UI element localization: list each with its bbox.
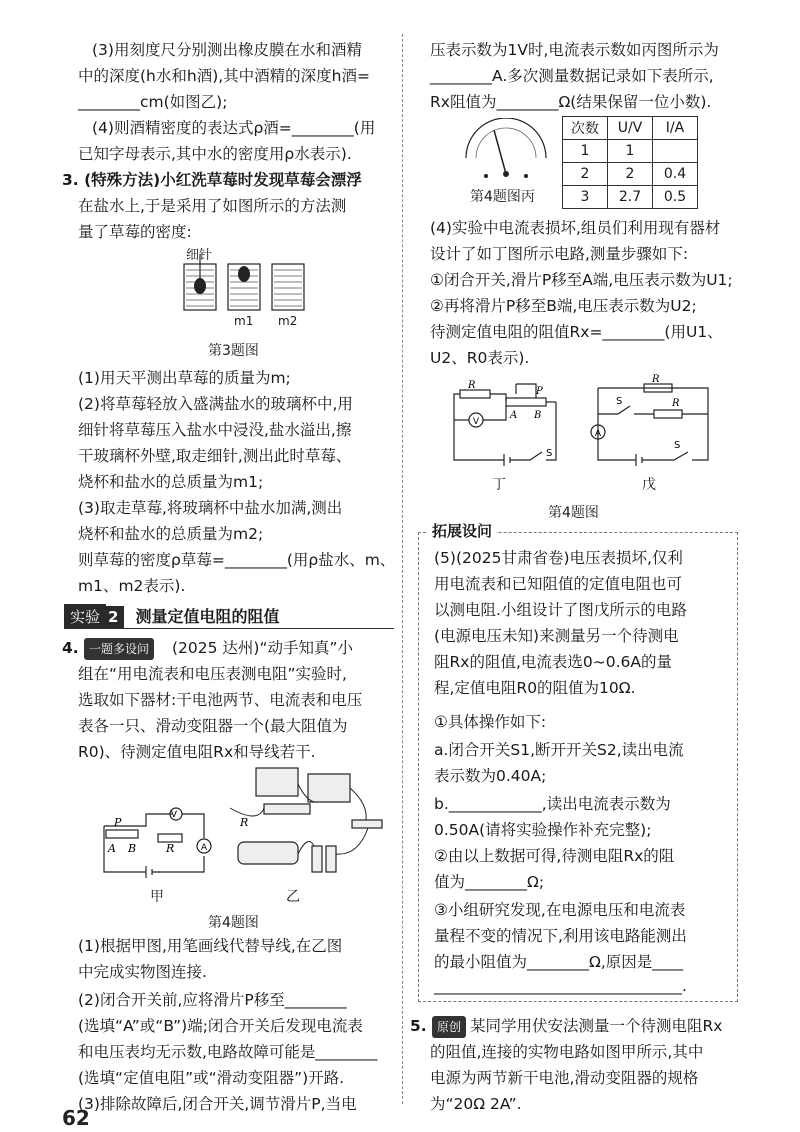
experiment-title: 测量定值电阻的阻值 bbox=[135, 607, 280, 626]
text-line: ________A.多次测量数据记录如下表所示, bbox=[430, 67, 714, 85]
svg-text:V: V bbox=[170, 810, 178, 820]
table-row: 3 2.7 0.5 bbox=[563, 186, 698, 209]
text-line: (选填“定值电阻”或“滑动变阻器”)开路. bbox=[78, 1069, 345, 1087]
table-header: I/A bbox=[653, 117, 698, 140]
text-line: 电源为两节新干电池,滑动变阻器的规格 bbox=[430, 1069, 699, 1087]
question-4-badge: 一题多设问 bbox=[84, 638, 154, 660]
text-line: 设计了如丁图所示电路,测量步骤如下: bbox=[430, 245, 689, 263]
experiment-number: 2 bbox=[106, 606, 124, 628]
text-line: (3)取走草莓,将玻璃杯中盐水加满,测出 bbox=[78, 499, 343, 517]
text-line: 在盐水上,于是采用了如图所示的方法测 bbox=[78, 197, 347, 215]
text-line: 量程不变的情况下,利用该电路能测出 bbox=[434, 927, 687, 945]
m1-label: m1 bbox=[234, 314, 254, 328]
table-row: 1 1 bbox=[563, 140, 698, 163]
svg-text:B: B bbox=[534, 410, 542, 421]
svg-text:V: V bbox=[472, 417, 480, 427]
text-line: 烧杯和盐水的总质量为m1; bbox=[78, 473, 264, 491]
text-line: 量了草莓的密度: bbox=[78, 223, 192, 241]
question-4-number: 4. bbox=[62, 639, 79, 657]
text-line: 0.50A(请将实验操作补充完整); bbox=[434, 821, 652, 839]
text-line: ①闭合开关,滑片P移至A端,电压表示数为U1; bbox=[430, 271, 733, 289]
text-line: ②再将滑片P移至B端,电压表示数为U2; bbox=[430, 297, 697, 315]
text-line: b.____________,读出电流表示数为 bbox=[434, 795, 671, 813]
text-line: 干玻璃杯外壁,取走细针,测出此时草莓、 bbox=[78, 447, 352, 465]
text-line: 某同学用伏安法测量一个待测电阻Rx bbox=[470, 1017, 723, 1035]
svg-text:A: A bbox=[200, 843, 208, 853]
svg-text:R: R bbox=[468, 380, 476, 391]
text-line: (3)排除故障后,闭合开关,调节滑片P,当电 bbox=[78, 1095, 357, 1113]
experiment-header bbox=[64, 604, 394, 628]
text-line: 的最小阻值为________Ω,原因是____ bbox=[434, 953, 684, 971]
svg-text:A: A bbox=[510, 410, 518, 421]
text-line: (选填“A”或“B”)端;闭合开关后发现电流表 bbox=[78, 1017, 363, 1035]
figure-4-caption: 第4题图 bbox=[208, 915, 259, 931]
question-3-stem: 3. (特殊方法)小红洗草莓时发现草莓会漂浮 bbox=[62, 171, 362, 189]
data-table bbox=[562, 116, 698, 209]
text-line: ③小组研究发现,在电源电压和电流表 bbox=[434, 901, 686, 919]
svg-text:A: A bbox=[594, 429, 602, 439]
text-line: U2、R0表示). bbox=[430, 349, 530, 367]
text-line: 则草莓的密度ρ草莓=________(用ρ盐水、m、 bbox=[78, 551, 396, 569]
text-line: (5)(2025甘肃省卷)电压表损坏,仅利 bbox=[434, 549, 683, 567]
svg-text:P: P bbox=[536, 386, 543, 397]
text-line: (2)将草莓轻放入盛满盐水的玻璃杯中,用 bbox=[78, 395, 353, 413]
text-line: 值为________Ω; bbox=[434, 873, 545, 891]
extension-title: 拓展设问 bbox=[428, 520, 496, 541]
figure-4b-caption: 第4题图 bbox=[548, 505, 599, 521]
figure-4-circuit-jia bbox=[96, 806, 216, 882]
text-line: 选取如下器材:干电池两节、电流表和电压 bbox=[78, 691, 363, 709]
svg-text:B: B bbox=[128, 842, 137, 855]
column-divider bbox=[402, 34, 403, 1104]
text-line: 细针将草莓压入盐水中浸没,盐水溢出,擦 bbox=[78, 421, 352, 439]
page-number: 62 bbox=[62, 1106, 90, 1130]
text-line: 中的深度(h水和h酒),其中酒精的深度h酒= bbox=[78, 67, 370, 85]
text-line: (4)则酒精密度的表达式ρ酒=________(用 bbox=[92, 119, 376, 137]
svg-text:R: R bbox=[240, 816, 249, 829]
figure-wu-circuit bbox=[588, 374, 718, 470]
figure-bing-caption: 第4题图丙 bbox=[470, 189, 535, 205]
figure-jia-label: 甲 bbox=[150, 889, 164, 905]
text-line: 和电压表均无示数,电路故障可能是________ bbox=[78, 1043, 378, 1061]
text-line: (1)根据甲图,用笔画线代替导线,在乙图 bbox=[78, 937, 343, 955]
text-line: ________cm(如图乙); bbox=[78, 93, 228, 111]
question-4-badge-wrap bbox=[84, 638, 154, 660]
text-line: (电源电压未知)来测量另一个待测电 bbox=[434, 627, 679, 645]
text-line: 压表示数为1V时,电流表示数如丙图所示为 bbox=[430, 41, 719, 59]
svg-text:S: S bbox=[674, 440, 681, 451]
text-line: 表示数为0.40A; bbox=[434, 767, 547, 785]
figure-wu-label: 戊 bbox=[642, 477, 656, 493]
text-line: 烧杯和盐水的总质量为m2; bbox=[78, 525, 264, 543]
text-line: (1)用天平测出草莓的质量为m; bbox=[78, 369, 291, 387]
svg-text:P: P bbox=[114, 816, 122, 829]
text-line: 以测电阻.小组设计了图戊所示的电路 bbox=[434, 601, 687, 619]
svg-text:S: S bbox=[546, 448, 553, 459]
svg-text:R: R bbox=[672, 398, 680, 409]
figure-yi-label: 乙 bbox=[286, 889, 300, 905]
text-line: 已知字母表示,其中水的密度用ρ水表示). bbox=[78, 145, 352, 163]
figure-ding-label: 丁 bbox=[492, 477, 506, 493]
text-line: ①具体操作如下: bbox=[434, 713, 547, 731]
text-line: (2025 达州)“动手知真”小 bbox=[172, 639, 354, 657]
figure-bing-ammeter bbox=[458, 118, 554, 182]
text-line: (3)用刻度尺分别测出橡皮膜在水和酒精 bbox=[92, 41, 362, 59]
m2-label: m2 bbox=[278, 314, 298, 328]
figure-ding-circuit bbox=[446, 376, 564, 468]
text-line: Rx阻值为________Ω(结果保留一位小数). bbox=[430, 93, 712, 111]
text-line: 待测定值电阻的阻值Rx=________(用U1、 bbox=[430, 323, 723, 341]
text-line: 阻Rx的阻值,电流表选0~0.6A的量 bbox=[434, 653, 672, 671]
text-line: 组在“用电流表和电压表测电阻”实验时, bbox=[78, 665, 347, 683]
svg-text:R: R bbox=[166, 842, 175, 855]
text-line: 表各一只、滑动变阻器一个(最大阻值为 bbox=[78, 717, 348, 735]
text-line: 为“20Ω 2A”. bbox=[430, 1095, 522, 1113]
text-line: a.闭合开关S1,断开开关S2,读出电流 bbox=[434, 741, 684, 759]
table-header: U/V bbox=[608, 117, 653, 140]
question-5-badge-wrap bbox=[432, 1016, 466, 1038]
text-line: 程,定值电阻R0的阻值为10Ω. bbox=[434, 679, 636, 697]
experiment-label: 实验 bbox=[64, 604, 106, 629]
text-line: ②由以上数据可得,待测电阻Rx的阻 bbox=[434, 847, 675, 865]
svg-text:R: R bbox=[652, 374, 660, 385]
text-line: 用电流表和已知阻值的定值电阻也可 bbox=[434, 575, 683, 593]
svg-text:A: A bbox=[108, 842, 116, 855]
table-row: 2 2 0.4 bbox=[563, 163, 698, 186]
figure-4-real-circuit-yi bbox=[228, 764, 392, 880]
table-header: 次数 bbox=[563, 117, 608, 140]
question-5-number: 5. bbox=[410, 1017, 427, 1035]
text-line: (4)实验中电流表损坏,组员们利用现有器材 bbox=[430, 219, 721, 237]
needle-label: 细针 bbox=[186, 248, 213, 263]
text-line: 中完成实物图连接. bbox=[78, 963, 207, 981]
text-line: ________________________________. bbox=[434, 977, 687, 995]
text-line: m1、m2表示). bbox=[78, 577, 186, 595]
question-5-badge: 原创 bbox=[432, 1016, 466, 1038]
text-line: R0)、待测定值电阻Rx和导线若干. bbox=[78, 743, 316, 761]
text-line: (2)闭合开关前,应将滑片P移至________ bbox=[78, 991, 347, 1009]
text-line: 的阻值,连接的实物电路如图甲所示,其中 bbox=[430, 1043, 704, 1061]
figure-3-caption: 第3题图 bbox=[208, 343, 259, 359]
svg-text:S: S bbox=[616, 396, 623, 407]
